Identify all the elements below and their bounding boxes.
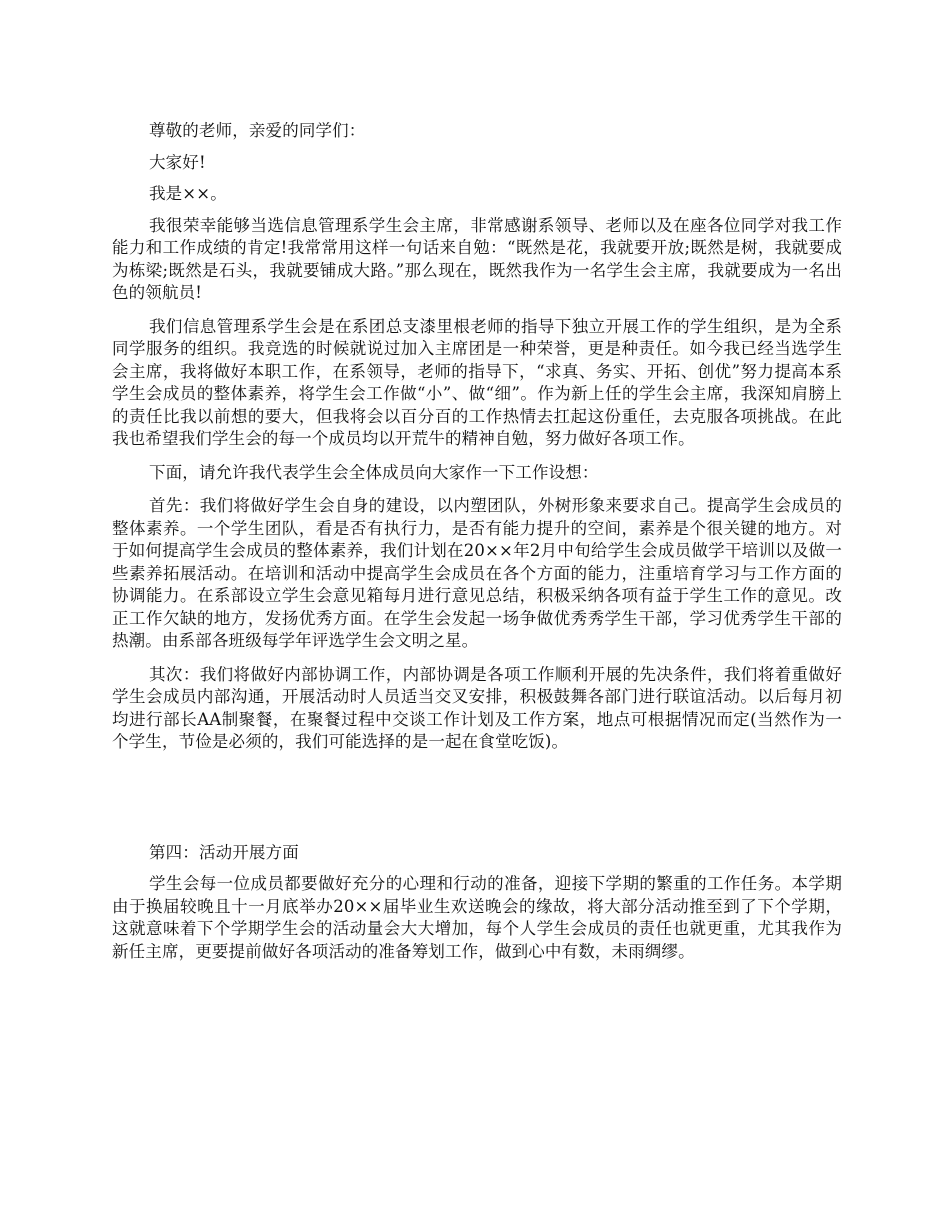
paragraph-activities: 学生会每一位成员都要做好充分的心理和行动的准备，迎接下学期的繁重的工作任务。本学期由于换届较晚且十一月底举办20××届毕业生欢送晚会的缘故，将大部分活动推至到了下个学期，这就意味着下个学期学生会的活动量会大大增加，每个人学生会成员的责任也就更重，尤其我作为新任主席，更要提前做好各项活动的准备筹划工作，做到心中有数，未雨绸缪。 [112, 874, 842, 961]
paragraph-plan-intro: 下面，请允许我代表学生会全体成员向大家作一下工作设想： [149, 462, 599, 482]
paragraph-second: 其次：我们将做好内部协调工作，内部协调是各项工作顺利开展的先决条件，我们将着重做好学生会成员内部沟通，开展活动时人员适当交叉安排，积极鼓舞各部门进行联谊活动。以后每月初均进行部长AA制聚餐，在聚餐过程中交谈工作计划及工作方案，地点可根据情况而定(当然作为一个学生，节俭是必须的，我们可能选择的是一起在食堂吃饭)。 [112, 664, 842, 751]
paragraph-thanks: 我很荣幸能够当选信息管理系学生会主席，非常感谢系领导、老师以及在座各位同学对我工作能力和工作成绩的肯定!我常常用这样一句话来自勉：“既然是花，我就要开放;既然是树，我就要成为栋梁;既然是石头，我就要铺成大路。”那么现在，既然我作为一名学生会主席，我就要成为一名出色的领航员! [112, 215, 842, 302]
section-heading-fourth: 第四：活动开展方面 [149, 842, 299, 862]
document-body [112, 120, 842, 963]
paragraph-organization: 我们信息管理系学生会是在系团总支漆里根老师的指导下独立开展工作的学生组织，是为全系同学服务的组织。我竞选的时候就说过加入主席团是一种荣誉，更是种责任。如今我已经当选学生会主席，我将做好本职工作，在系领导，老师的指导下，“求真、务实、开拓、创优”努力提高本系学生会成员的整体素养，将学生会工作做“小”、做“细”。作为新上任的学生会主席，我深知肩膀上的责任比我以前想的要大，但我将会以百分百的工作热情去扛起这份重任，去克服各项挑战。在此我也希望我们学生会的每一个成员均以开荒牛的精神自勉，努力做好各项工作。 [112, 316, 842, 448]
self-introduction: 我是××。 [149, 184, 227, 203]
paragraph-first: 首先：我们将做好学生会自身的建设，以内塑团队，外树形象来要求自己。提高学生会成员的整体素养。一个学生团队，看是否有执行力，是否有能力提升的空间，素养是个很关键的地方。对于如何提高学生会成员的整体素养，我们计划在20××年2月中旬给学生会成员做学干培训以及做一些素养拓展活动。在培训和活动中提高学生会成员在各个方面的能力，注重培育学习与工作方面的协调能力。在系部设立学生会意见箱每月进行意见总结，积极采纳各项有益于学生工作的意见。改正工作欠缺的地方，发扬优秀方面。在学生会发起一场争做优秀秀学生干部，学习优秀学生干部的热潮。由系部各班级每学年评选学生会文明之星。 [112, 496, 842, 650]
salutation: 尊敬的老师，亲爱的同学们： [149, 121, 366, 140]
greeting: 大家好! [149, 152, 206, 172]
